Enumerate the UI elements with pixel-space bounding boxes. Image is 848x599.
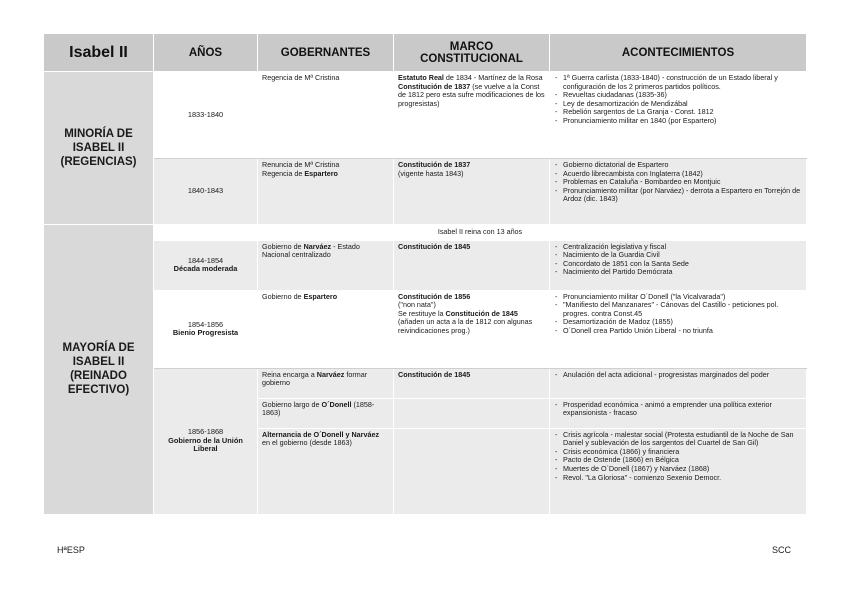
rulers-text: Reina encarga a [262, 369, 317, 379]
ruler-name: Narváez [316, 369, 345, 379]
event-item: - Pronunciamiento militar en 1840 (por Espartero) [563, 117, 802, 126]
header-years: AÑOS [154, 34, 258, 72]
header-title: Isabel II [44, 34, 154, 72]
event-item: - Revol. "La Gloriosa" - comienzo Sexenio Democr. [563, 474, 802, 483]
rulers-cell [258, 398, 394, 428]
years-cell [154, 368, 258, 514]
table-row [44, 240, 807, 290]
constitution-name: Constitución de 1837 [398, 160, 471, 169]
constitution-text: Se restituye la [398, 308, 446, 318]
rulers-cell [258, 290, 394, 368]
years-cell [154, 290, 258, 368]
event-item: - "Manifiesto del Manzanares" - Cánovas del Castillo - peticiones pol. progres. contra Const.45 [563, 301, 802, 318]
history-table [43, 33, 807, 515]
constitution-cell [394, 398, 550, 428]
period-name: Gobierno de la Unión Liberal [168, 435, 243, 454]
years-range: 1854-1856 [187, 319, 224, 329]
rulers-text: Gobierno largo de [262, 399, 322, 409]
events-cell [550, 398, 807, 428]
ruler-name: Espartero [304, 168, 338, 178]
ruler-name: Narváez [303, 241, 332, 251]
event-item: - Pronunciamiento militar (por Narváez) - derrota a Espartero en Torrejón de Ardoz (dic. 1843) [563, 187, 802, 204]
events-cell [550, 240, 807, 290]
years-range: 1856-1868 [187, 427, 224, 437]
rulers-text: Regencia de [262, 168, 305, 178]
rulers-text: Gobierno de [262, 291, 304, 301]
footer-right: SCC [771, 545, 791, 555]
header-row [44, 34, 807, 72]
rulers-cell [258, 428, 394, 514]
period-name: Década moderada [173, 264, 238, 274]
constitution-name: Constitución de 1845 [398, 241, 471, 251]
years-cell: 1840-1843 [154, 159, 258, 225]
table-row [44, 159, 807, 225]
event-item: - Centralización legislativa y fiscal [563, 243, 802, 252]
constitution-name: Constitución de 1856 [398, 291, 471, 301]
constitution-cell [394, 240, 550, 290]
event-item: - Crisis agrícola - malestar social (Protesta estudiantil de la Noche de San Daniel y sublevación de los sargentos del Cuartel de San Gil) [563, 431, 802, 448]
event-item: - Concordato de 1851 con la Santa Sede [563, 260, 802, 269]
constitution-cell [394, 428, 550, 514]
constitution-name: Estatuto Real [398, 73, 444, 82]
event-item: - 1ª Guerra carlista (1833-1840) - construcción de un Estado liberal y configuración de los 2 primeros partidos políticos. [563, 74, 802, 91]
section-mayoria: MAYORÍA DE ISABEL II (REINADO EFECTIVO) [44, 225, 154, 515]
rulers-text: Gobierno de [262, 241, 304, 251]
section-minoria: MINORÍA DE ISABEL II (REGENCIAS) [44, 72, 154, 225]
footer-left: HªESP [57, 545, 85, 555]
rulers-text: Renuncia de Mª Cristina [262, 160, 340, 169]
table-row [44, 368, 807, 398]
period-name: Bienio Progresista [172, 328, 239, 338]
table-row [44, 72, 807, 159]
event-item: - Prosperidad económica - animó a emprender una política exterior expansionista - fracaso [563, 401, 802, 418]
constitution-name: Constitución de 1845 [445, 308, 518, 318]
event-item: - Nacimiento de la Guardia Civil [563, 251, 802, 260]
constitution-text: (vigente hasta 1843) [398, 168, 464, 178]
constitution-cell [394, 290, 550, 368]
events-cell [550, 368, 807, 398]
rulers-text: en el gobierno (desde 1863) [262, 438, 352, 448]
ruler-name: Espartero [303, 291, 338, 301]
years-cell: 1833-1840 [154, 72, 258, 159]
rulers-cell: Regencia de Mª Cristina [258, 72, 394, 159]
event-item: - Anulación del acta adicional - progresistas marginados del poder [563, 371, 802, 380]
constitution-text: (se vuelve a la Const de 1812 pero esta sufre modificaciones de los progresistas) [398, 81, 545, 108]
event-item: - Revueltas ciudadanas (1835-36) [563, 91, 802, 100]
events-cell [550, 428, 807, 514]
event-item: - Desamortización de Madoz (1855) [563, 318, 802, 327]
table-row [44, 225, 807, 241]
event-item: - O´Donell crea Partido Unión Liberal - no triunfa [563, 327, 802, 336]
event-item: - Pacto de Ostende (1866) en Bélgica [563, 456, 802, 465]
constitution-text: de 1834 - Martínez de la Rosa [443, 73, 543, 82]
header-rulers: GOBERNANTES [258, 34, 394, 72]
constitution-name: Constitución de 1845 [398, 369, 471, 379]
header-constitution: MARCO CONSTITUCIONAL [394, 34, 550, 72]
constitution-text: ("non nata") [398, 300, 436, 310]
ruler-name: Alternancia de O´Donell y Narváez [262, 429, 380, 439]
rulers-cell [258, 240, 394, 290]
table-row [44, 290, 807, 368]
event-item: - Pronunciamiento militar O´Donell ("la Vicalvarada") [563, 293, 802, 302]
constitution-text: (añaden un acta a la de 1812 con algunas reivindicaciones prog.) [398, 317, 533, 335]
rulers-text: formar gobierno [262, 369, 368, 388]
events-cell [550, 159, 807, 225]
event-item: - Problemas en Cataluña - Bombardeo en Montjuic [563, 178, 802, 187]
rulers-cell [258, 159, 394, 225]
events-cell [550, 290, 807, 368]
event-item: - Rebelión sargentos de La Granja - Const. 1812 [563, 108, 802, 117]
event-item: - Nacimiento del Partido Demócrata [563, 268, 802, 277]
event-item: - Gobierno dictatorial de Espartero [563, 161, 802, 170]
years-cell [154, 240, 258, 290]
rulers-cell [258, 368, 394, 398]
event-item: - Crisis económica (1866) y financiera [563, 448, 802, 457]
event-item: - Muertes de O´Donell (1867) y Narváez (1868) [563, 465, 802, 474]
constitution-name: Constitución de 1837 [398, 81, 471, 91]
ruler-name: O´Donell [321, 399, 352, 409]
constitution-cell [394, 72, 550, 159]
years-range: 1844-1854 [187, 255, 224, 265]
constitution-cell [394, 159, 550, 225]
header-events: ACONTECIMIENTOS [550, 34, 807, 72]
reign-banner: Isabel II reina con 13 años [154, 225, 807, 241]
rulers-text: - Estado Nacional centralizado [262, 241, 360, 260]
event-item: - Acuerdo librecambista con Inglaterra (1842) [563, 170, 802, 179]
events-cell [550, 72, 807, 159]
rulers-text: (1858-1863) [262, 399, 375, 418]
constitution-cell [394, 368, 550, 398]
event-item: - Ley de desamortización de Mendizábal [563, 100, 802, 109]
